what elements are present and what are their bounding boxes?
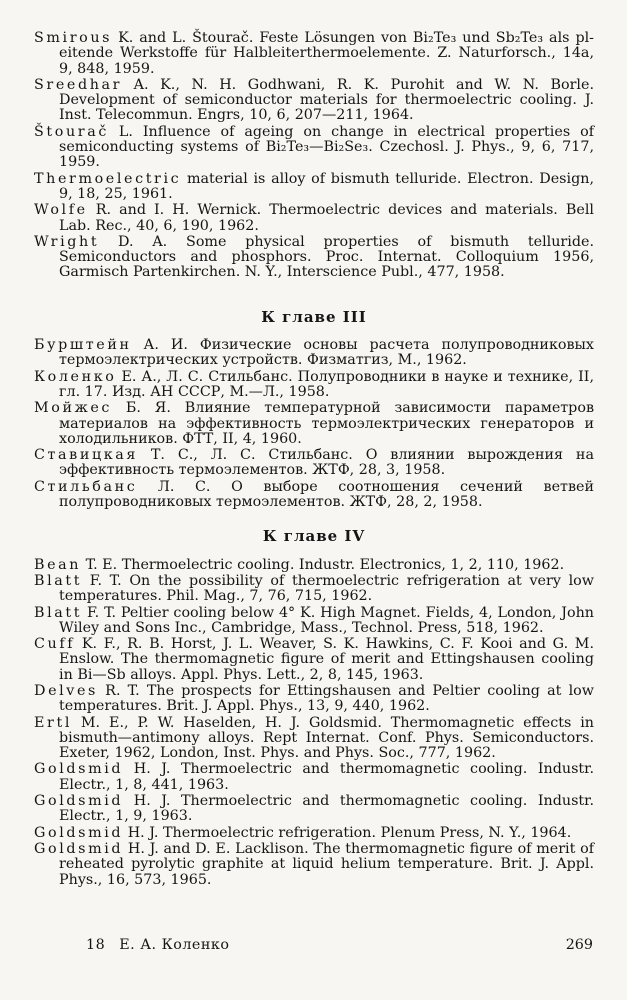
- reference-entry: [34, 401, 594, 447]
- references-section-iv: [34, 558, 594, 888]
- reference-author: Blatt: [34, 572, 83, 589]
- reference-author: Smirous: [34, 30, 113, 46]
- reference-details: R. and I. H. Wernick. Thermoelectric devices and materials. Bell Lab. Rec., 40, 6, 190, 1962.: [59, 202, 594, 234]
- reference-author: Goldsmid: [34, 824, 124, 841]
- reference-author: Мойжес: [34, 400, 112, 417]
- reference-details: L. Influence of ageing on change in electrical properties of semiconducting systems of Bi₂Te₃—Bi₂Se₃. Czechosl. J. Phys., 9, 6, 717, 1959.: [59, 123, 594, 171]
- reference-entry: [34, 574, 594, 605]
- reference-author: Ставицкая: [34, 447, 139, 464]
- reference-details: Б. Я. Влияние температурной зависимости параметров материалов на эффективность термоэлектрических генераторов и холодильников. ФТТ, II, 4, 1960.: [59, 400, 594, 447]
- reference-entry: [34, 235, 594, 281]
- reference-author: Goldsmid: [34, 761, 124, 778]
- reference-author: Goldsmid: [34, 793, 124, 810]
- reference-author: Thermoelectric: [34, 170, 182, 187]
- reference-details: A. K., N. H. Godhwani, R. K. Purohit and W. N. Borle. Development of semiconductor materials for thermoelectric cooling. J. Inst. Telecommun. Engrs, 10, 6, 207—211, 1964.: [59, 76, 594, 124]
- reference-details: А. И. Физические основы расчета полупроводниковых термоэлектрических устройств. Физматгиз, М., 1962.: [59, 337, 594, 369]
- reference-details: H. J. Thermoelectric refrigeration. Plenum Press, N. Y., 1964.: [123, 824, 572, 841]
- reference-details: H. J. and D. E. Lacklison. The thermomagnetic figure of merit of reheated pyrolytic graphite at liquid helium temperature. Brit. J. Appl. Phys., 16, 573, 1965.: [59, 840, 594, 888]
- printer-signature: [86, 937, 229, 953]
- reference-entry: [34, 448, 594, 479]
- reference-details: Е. А., Л. С. Стильбанс. Полупроводники в науке и технике, II, гл. 17. Изд. АН СССР, М.—Л., 1958.: [59, 368, 594, 400]
- reference-author: Goldsmid: [34, 840, 124, 857]
- reference-entry: [34, 842, 594, 888]
- reference-entry: [34, 31, 594, 77]
- reference-entry: [34, 558, 594, 573]
- reference-details: material is alloy of bismuth telluride. Electron. Design, 9, 18, 25, 1961.: [59, 170, 594, 202]
- reference-entry: [34, 172, 594, 203]
- reference-author: Wright: [34, 233, 100, 250]
- reference-author: Стильбанс: [34, 478, 138, 495]
- reference-entry: [34, 794, 594, 825]
- reference-entry: [34, 370, 594, 401]
- reference-author: Ertl: [34, 714, 72, 731]
- reference-entry: [34, 606, 594, 637]
- reference-entry: [34, 826, 594, 841]
- reference-author: Коленко: [34, 368, 117, 385]
- page-number: 269: [565, 937, 593, 953]
- reference-details: T. E. Thermoelectric cooling. Industr. Electronics, 1, 2, 110, 1962.: [81, 556, 565, 573]
- page-footer: [86, 937, 593, 953]
- reference-entry: [34, 716, 594, 762]
- reference-details: Л. С. О выборе соотношения сечений ветвей полупроводниковых термоэлементов. ЖТФ, 28, 2, 1958.: [59, 478, 594, 511]
- reference-author: Blatt: [34, 604, 83, 621]
- reference-entry: [34, 480, 594, 511]
- references-section-ii-continued: [34, 31, 594, 281]
- reference-details: Т. С., Л. С. Стильбанс. О влиянии вырождения на эффективность термоэлементов. ЖТФ, 28, 3, 1958.: [59, 447, 594, 479]
- reference-details: K. and L. Štourač. Feste Lösungen von Bi₂Te₃ und Sb₂Te₃ als pl-eitende Werkstoffe für Halbleiterthermoelemente. Z. Naturforsch., 14a, 9, 848, 1959.: [59, 30, 594, 77]
- signature-name: Е. А. Коленко: [119, 937, 230, 953]
- signature-number: 18: [86, 937, 106, 953]
- reference-details: F. T. On the possibility of thermoelectric refrigeration at very low temperatures. Phil. Mag., 7, 76, 715, 1962.: [59, 572, 594, 605]
- reference-entry: [34, 78, 594, 124]
- reference-entry: [34, 203, 594, 234]
- reference-entry: [34, 762, 594, 793]
- reference-details: H. J. Thermoelectric and thermomagnetic cooling. Industr. Electr., 1, 9, 1963.: [59, 793, 594, 825]
- section-iii-heading: К главе III: [261, 307, 367, 326]
- reference-author: Wolfe: [34, 202, 88, 219]
- reference-details: R. T. The prospects for Ettingshausen and Peltier cooling at low temperatures. Brit. J. Appl. Phys., 13, 9, 440, 1962.: [59, 682, 594, 715]
- reference-author: Delves: [34, 682, 98, 699]
- reference-details: M. E., P. W. Haselden, H. J. Goldsmid. Thermomagnetic effects in bismuth—antimony alloys. Rept Internat. Conf. Phys. Semiconductors. Exeter, 1962, London, Inst. Phys. and Phys. Soc., 777, 1962.: [59, 714, 594, 762]
- bibliography-page: [34, 31, 594, 889]
- reference-details: H. J. Thermoelectric and thermomagnetic cooling. Industr. Electr., 1, 8, 441, 1963.: [59, 761, 594, 793]
- section-iv-heading: К главе IV: [262, 527, 366, 546]
- reference-details: F. T. Peltier cooling below 4° K. High Magnet. Fields, 4, London, John Wiley and Sons Inc., Cambridge, Mass., Technol. Press, 518, 1962.: [59, 604, 594, 636]
- reference-entry: [34, 684, 594, 715]
- reference-details: D. A. Some physical properties of bismuth telluride. Semiconductors and phosphors. Proc. Internat. Colloquium 1956, Garmisch Partenkirchen. N. Y., Interscience Publ., 477, 1958.: [59, 233, 594, 281]
- reference-details: K. F., R. B. Horst, J. L. Weaver, S. K. Hawkins, C. F. Kooi and G. M. Enslow. The thermomagnetic figure of merit and Ettingshausen cooling in Bi—Sb alloys. Appl. Phys. Lett., 2, 8, 145, 1963.: [59, 636, 594, 683]
- reference-author: Sreedhar: [34, 76, 123, 93]
- reference-author: Бурштейн: [34, 337, 132, 354]
- reference-author: Cuff: [34, 636, 76, 653]
- reference-entry: [34, 125, 594, 171]
- references-section-iii: [34, 338, 594, 510]
- reference-entry: [34, 338, 594, 369]
- reference-author: Bean: [34, 556, 82, 573]
- reference-entry: [34, 637, 594, 683]
- reference-author: Štourač: [34, 123, 109, 140]
